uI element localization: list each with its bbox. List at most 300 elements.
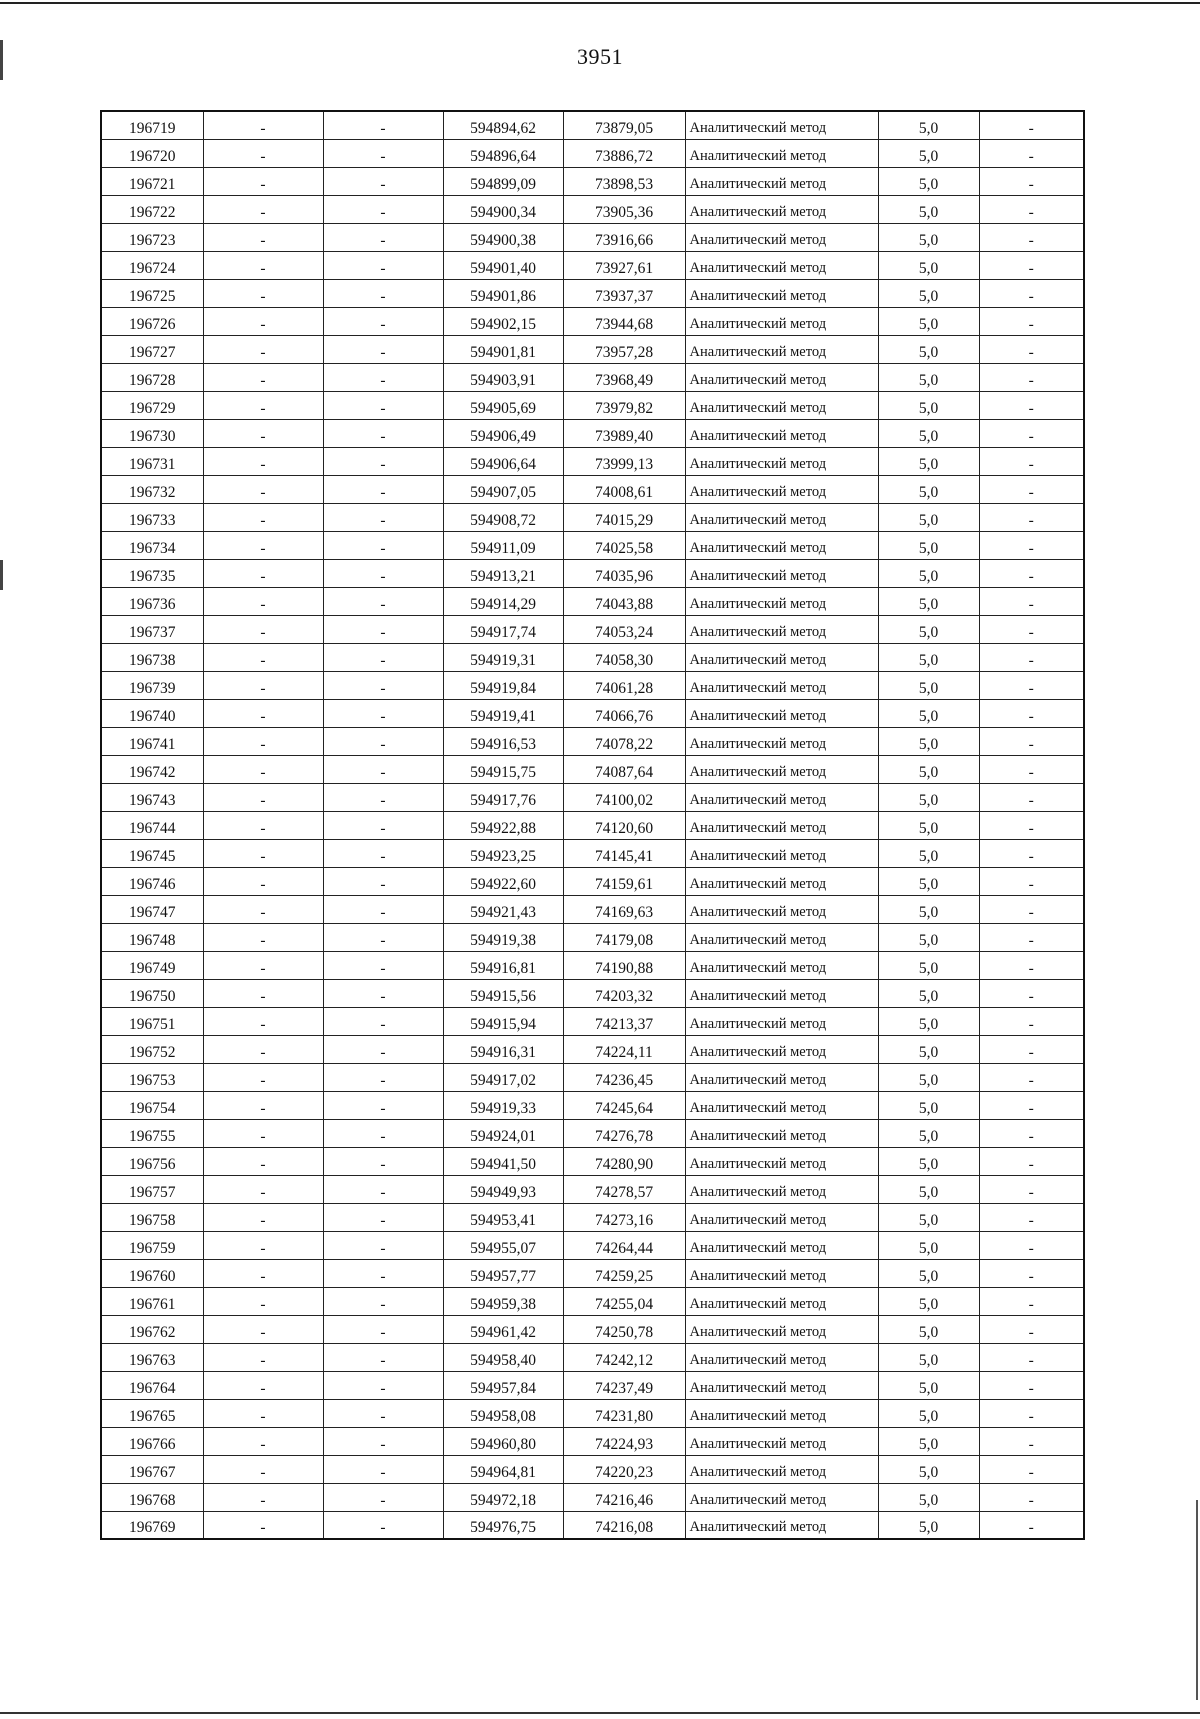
method-cell: Аналитический метод — [685, 671, 878, 699]
accuracy-cell: 5,0 — [878, 279, 979, 307]
table-row — [101, 1007, 1084, 1035]
x-coordinate-cell: 594906,64 — [443, 447, 563, 475]
dash-cell: - — [203, 1119, 323, 1147]
dash-cell: - — [323, 923, 443, 951]
method-cell: Аналитический метод — [685, 1175, 878, 1203]
y-coordinate-cell: 74025,58 — [563, 531, 685, 559]
x-coordinate-cell: 594958,40 — [443, 1343, 563, 1371]
point-number-cell: 196724 — [101, 251, 203, 279]
table-row — [101, 335, 1084, 363]
y-coordinate-cell: 73968,49 — [563, 363, 685, 391]
dash-cell: - — [323, 1203, 443, 1231]
dash-cell: - — [979, 615, 1084, 643]
point-number-cell: 196752 — [101, 1035, 203, 1063]
point-number-cell: 196721 — [101, 167, 203, 195]
dash-cell: - — [979, 783, 1084, 811]
dash-cell: - — [203, 475, 323, 503]
point-number-cell: 196727 — [101, 335, 203, 363]
method-cell: Аналитический метод — [685, 811, 878, 839]
point-number-cell: 196748 — [101, 923, 203, 951]
x-coordinate-cell: 594916,81 — [443, 951, 563, 979]
y-coordinate-cell: 74145,41 — [563, 839, 685, 867]
dash-cell: - — [979, 223, 1084, 251]
scan-edge-mark — [1196, 1500, 1198, 1700]
dash-cell: - — [323, 643, 443, 671]
dash-cell: - — [323, 783, 443, 811]
accuracy-cell: 5,0 — [878, 1483, 979, 1511]
y-coordinate-cell: 74035,96 — [563, 559, 685, 587]
accuracy-cell: 5,0 — [878, 1119, 979, 1147]
table-row — [101, 1399, 1084, 1427]
method-cell: Аналитический метод — [685, 1259, 878, 1287]
table-row — [101, 1203, 1084, 1231]
x-coordinate-cell: 594922,60 — [443, 867, 563, 895]
dash-cell: - — [203, 1287, 323, 1315]
accuracy-cell: 5,0 — [878, 139, 979, 167]
dash-cell: - — [979, 1231, 1084, 1259]
dash-cell: - — [203, 363, 323, 391]
method-cell: Аналитический метод — [685, 867, 878, 895]
y-coordinate-cell: 74015,29 — [563, 503, 685, 531]
point-number-cell: 196760 — [101, 1259, 203, 1287]
dash-cell: - — [323, 1007, 443, 1035]
dash-cell: - — [323, 867, 443, 895]
method-cell: Аналитический метод — [685, 895, 878, 923]
dash-cell: - — [979, 139, 1084, 167]
table-row — [101, 363, 1084, 391]
dash-cell: - — [323, 811, 443, 839]
x-coordinate-cell: 594900,34 — [443, 195, 563, 223]
method-cell: Аналитический метод — [685, 1315, 878, 1343]
dash-cell: - — [323, 1399, 443, 1427]
x-coordinate-cell: 594957,84 — [443, 1371, 563, 1399]
point-number-cell: 196742 — [101, 755, 203, 783]
dash-cell: - — [203, 1455, 323, 1483]
dash-cell: - — [979, 727, 1084, 755]
dash-cell: - — [323, 251, 443, 279]
y-coordinate-cell: 74008,61 — [563, 475, 685, 503]
accuracy-cell: 5,0 — [878, 391, 979, 419]
method-cell: Аналитический метод — [685, 363, 878, 391]
method-cell: Аналитический метод — [685, 1483, 878, 1511]
dash-cell: - — [203, 223, 323, 251]
dash-cell: - — [979, 475, 1084, 503]
table-row — [101, 1315, 1084, 1343]
x-coordinate-cell: 594919,33 — [443, 1091, 563, 1119]
dash-cell: - — [323, 1259, 443, 1287]
dash-cell: - — [203, 923, 323, 951]
point-number-cell: 196765 — [101, 1399, 203, 1427]
method-cell: Аналитический метод — [685, 1343, 878, 1371]
dash-cell: - — [323, 335, 443, 363]
dash-cell: - — [323, 1287, 443, 1315]
x-coordinate-cell: 594916,31 — [443, 1035, 563, 1063]
accuracy-cell: 5,0 — [878, 419, 979, 447]
y-coordinate-cell: 74087,64 — [563, 755, 685, 783]
dash-cell: - — [323, 979, 443, 1007]
point-number-cell: 196744 — [101, 811, 203, 839]
method-cell: Аналитический метод — [685, 111, 878, 139]
dash-cell: - — [979, 447, 1084, 475]
x-coordinate-cell: 594900,38 — [443, 223, 563, 251]
x-coordinate-cell: 594923,25 — [443, 839, 563, 867]
dash-cell: - — [979, 1315, 1084, 1343]
dash-cell: - — [203, 755, 323, 783]
point-number-cell: 196720 — [101, 139, 203, 167]
scan-bottom-border — [0, 1712, 1200, 1714]
dash-cell: - — [323, 755, 443, 783]
x-coordinate-cell: 594922,88 — [443, 811, 563, 839]
accuracy-cell: 5,0 — [878, 307, 979, 335]
table-row — [101, 503, 1084, 531]
point-number-cell: 196729 — [101, 391, 203, 419]
method-cell: Аналитический метод — [685, 615, 878, 643]
dash-cell: - — [323, 1371, 443, 1399]
table-row — [101, 139, 1084, 167]
y-coordinate-cell: 73989,40 — [563, 419, 685, 447]
y-coordinate-cell: 74273,16 — [563, 1203, 685, 1231]
table-row — [101, 531, 1084, 559]
dash-cell: - — [323, 559, 443, 587]
x-coordinate-cell: 594915,75 — [443, 755, 563, 783]
x-coordinate-cell: 594899,09 — [443, 167, 563, 195]
method-cell: Аналитический метод — [685, 419, 878, 447]
y-coordinate-cell: 74216,46 — [563, 1483, 685, 1511]
y-coordinate-cell: 74066,76 — [563, 699, 685, 727]
method-cell: Аналитический метод — [685, 1399, 878, 1427]
y-coordinate-cell: 74242,12 — [563, 1343, 685, 1371]
dash-cell: - — [203, 1147, 323, 1175]
dash-cell: - — [203, 727, 323, 755]
dash-cell: - — [203, 391, 323, 419]
accuracy-cell: 5,0 — [878, 559, 979, 587]
method-cell: Аналитический метод — [685, 139, 878, 167]
x-coordinate-cell: 594917,76 — [443, 783, 563, 811]
x-coordinate-cell: 594941,50 — [443, 1147, 563, 1175]
accuracy-cell: 5,0 — [878, 1399, 979, 1427]
accuracy-cell: 5,0 — [878, 1147, 979, 1175]
method-cell: Аналитический метод — [685, 167, 878, 195]
dash-cell: - — [323, 195, 443, 223]
point-number-cell: 196735 — [101, 559, 203, 587]
y-coordinate-cell: 74053,24 — [563, 615, 685, 643]
method-cell: Аналитический метод — [685, 195, 878, 223]
y-coordinate-cell: 74203,32 — [563, 979, 685, 1007]
point-number-cell: 196725 — [101, 279, 203, 307]
x-coordinate-cell: 594908,72 — [443, 503, 563, 531]
dash-cell: - — [979, 1007, 1084, 1035]
table-row — [101, 671, 1084, 699]
x-coordinate-cell: 594921,43 — [443, 895, 563, 923]
point-number-cell: 196766 — [101, 1427, 203, 1455]
dash-cell: - — [323, 1427, 443, 1455]
accuracy-cell: 5,0 — [878, 531, 979, 559]
y-coordinate-cell: 74169,63 — [563, 895, 685, 923]
table-row — [101, 1343, 1084, 1371]
x-coordinate-cell: 594976,75 — [443, 1511, 563, 1539]
dash-cell: - — [979, 1343, 1084, 1371]
point-number-cell: 196738 — [101, 643, 203, 671]
y-coordinate-cell: 73937,37 — [563, 279, 685, 307]
accuracy-cell: 5,0 — [878, 1455, 979, 1483]
y-coordinate-cell: 73898,53 — [563, 167, 685, 195]
method-cell: Аналитический метод — [685, 1511, 878, 1539]
y-coordinate-cell: 74224,93 — [563, 1427, 685, 1455]
dash-cell: - — [203, 1063, 323, 1091]
dash-cell: - — [979, 671, 1084, 699]
dash-cell: - — [979, 167, 1084, 195]
method-cell: Аналитический метод — [685, 335, 878, 363]
y-coordinate-cell: 74159,61 — [563, 867, 685, 895]
point-number-cell: 196736 — [101, 587, 203, 615]
method-cell: Аналитический метод — [685, 391, 878, 419]
point-number-cell: 196753 — [101, 1063, 203, 1091]
x-coordinate-cell: 594919,84 — [443, 671, 563, 699]
accuracy-cell: 5,0 — [878, 503, 979, 531]
y-coordinate-cell: 74216,08 — [563, 1511, 685, 1539]
dash-cell: - — [979, 1035, 1084, 1063]
method-cell: Аналитический метод — [685, 1091, 878, 1119]
y-coordinate-cell: 74231,80 — [563, 1399, 685, 1427]
dash-cell: - — [203, 335, 323, 363]
accuracy-cell: 5,0 — [878, 951, 979, 979]
dash-cell: - — [979, 1203, 1084, 1231]
dash-cell: - — [203, 279, 323, 307]
accuracy-cell: 5,0 — [878, 335, 979, 363]
accuracy-cell: 5,0 — [878, 251, 979, 279]
x-coordinate-cell: 594955,07 — [443, 1231, 563, 1259]
table-row — [101, 699, 1084, 727]
dash-cell: - — [203, 447, 323, 475]
point-number-cell: 196730 — [101, 419, 203, 447]
table-row — [101, 867, 1084, 895]
dash-cell: - — [203, 615, 323, 643]
dash-cell: - — [203, 307, 323, 335]
x-coordinate-cell: 594901,86 — [443, 279, 563, 307]
accuracy-cell: 5,0 — [878, 923, 979, 951]
x-coordinate-cell: 594905,69 — [443, 391, 563, 419]
dash-cell: - — [203, 195, 323, 223]
dash-cell: - — [979, 1259, 1084, 1287]
table-row — [101, 1063, 1084, 1091]
point-number-cell: 196751 — [101, 1007, 203, 1035]
dash-cell: - — [979, 363, 1084, 391]
dash-cell: - — [203, 251, 323, 279]
accuracy-cell: 5,0 — [878, 1259, 979, 1287]
x-coordinate-cell: 594919,31 — [443, 643, 563, 671]
accuracy-cell: 5,0 — [878, 1343, 979, 1371]
y-coordinate-cell: 74078,22 — [563, 727, 685, 755]
dash-cell: - — [323, 223, 443, 251]
dash-cell: - — [203, 699, 323, 727]
x-coordinate-cell: 594960,80 — [443, 1427, 563, 1455]
dash-cell: - — [979, 531, 1084, 559]
accuracy-cell: 5,0 — [878, 195, 979, 223]
point-number-cell: 196745 — [101, 839, 203, 867]
dash-cell: - — [979, 811, 1084, 839]
dash-cell: - — [979, 1371, 1084, 1399]
y-coordinate-cell: 74264,44 — [563, 1231, 685, 1259]
dash-cell: - — [323, 279, 443, 307]
point-number-cell: 196723 — [101, 223, 203, 251]
dash-cell: - — [203, 1035, 323, 1063]
dash-cell: - — [979, 335, 1084, 363]
table-row — [101, 1175, 1084, 1203]
dash-cell: - — [979, 1399, 1084, 1427]
dash-cell: - — [203, 979, 323, 1007]
method-cell: Аналитический метод — [685, 1119, 878, 1147]
table-row — [101, 391, 1084, 419]
point-number-cell: 196767 — [101, 1455, 203, 1483]
table-row — [101, 587, 1084, 615]
dash-cell: - — [203, 1343, 323, 1371]
method-cell: Аналитический метод — [685, 643, 878, 671]
x-coordinate-cell: 594949,93 — [443, 1175, 563, 1203]
dash-cell: - — [203, 1007, 323, 1035]
x-coordinate-cell: 594915,56 — [443, 979, 563, 1007]
x-coordinate-cell: 594911,09 — [443, 531, 563, 559]
table-row — [101, 195, 1084, 223]
point-number-cell: 196746 — [101, 867, 203, 895]
table-body — [101, 111, 1084, 1539]
dash-cell: - — [979, 1175, 1084, 1203]
point-number-cell: 196759 — [101, 1231, 203, 1259]
x-coordinate-cell: 594924,01 — [443, 1119, 563, 1147]
x-coordinate-cell: 594959,38 — [443, 1287, 563, 1315]
dash-cell: - — [979, 1063, 1084, 1091]
accuracy-cell: 5,0 — [878, 727, 979, 755]
accuracy-cell: 5,0 — [878, 475, 979, 503]
dash-cell: - — [979, 643, 1084, 671]
page-number: 3951 — [577, 44, 623, 69]
dash-cell: - — [979, 195, 1084, 223]
table-row — [101, 979, 1084, 1007]
dash-cell: - — [323, 167, 443, 195]
accuracy-cell: 5,0 — [878, 755, 979, 783]
y-coordinate-cell: 74179,08 — [563, 923, 685, 951]
y-coordinate-cell: 74220,23 — [563, 1455, 685, 1483]
accuracy-cell: 5,0 — [878, 111, 979, 139]
y-coordinate-cell: 74224,11 — [563, 1035, 685, 1063]
dash-cell: - — [979, 419, 1084, 447]
method-cell: Аналитический метод — [685, 475, 878, 503]
table-row — [101, 839, 1084, 867]
dash-cell: - — [203, 1175, 323, 1203]
x-coordinate-cell: 594896,64 — [443, 139, 563, 167]
accuracy-cell: 5,0 — [878, 979, 979, 1007]
dash-cell: - — [323, 839, 443, 867]
dash-cell: - — [323, 699, 443, 727]
point-number-cell: 196758 — [101, 1203, 203, 1231]
table-row — [101, 643, 1084, 671]
point-number-cell: 196719 — [101, 111, 203, 139]
point-number-cell: 196761 — [101, 1287, 203, 1315]
dash-cell: - — [203, 1091, 323, 1119]
point-number-cell: 196726 — [101, 307, 203, 335]
accuracy-cell: 5,0 — [878, 1063, 979, 1091]
dash-cell: - — [979, 1119, 1084, 1147]
accuracy-cell: 5,0 — [878, 839, 979, 867]
method-cell: Аналитический метод — [685, 699, 878, 727]
table-row — [101, 1091, 1084, 1119]
table-row — [101, 1119, 1084, 1147]
accuracy-cell: 5,0 — [878, 1091, 979, 1119]
method-cell: Аналитический метод — [685, 727, 878, 755]
method-cell: Аналитический метод — [685, 587, 878, 615]
method-cell: Аналитический метод — [685, 223, 878, 251]
dash-cell: - — [323, 1483, 443, 1511]
y-coordinate-cell: 74236,45 — [563, 1063, 685, 1091]
point-number-cell: 196739 — [101, 671, 203, 699]
dash-cell: - — [979, 979, 1084, 1007]
dash-cell: - — [323, 1231, 443, 1259]
accuracy-cell: 5,0 — [878, 1511, 979, 1539]
x-coordinate-cell: 594972,18 — [443, 1483, 563, 1511]
y-coordinate-cell: 74061,28 — [563, 671, 685, 699]
point-number-cell: 196740 — [101, 699, 203, 727]
dash-cell: - — [979, 587, 1084, 615]
point-number-cell: 196743 — [101, 783, 203, 811]
table-row — [101, 923, 1084, 951]
y-coordinate-cell: 73944,68 — [563, 307, 685, 335]
table-row — [101, 1455, 1084, 1483]
y-coordinate-cell: 74278,57 — [563, 1175, 685, 1203]
dash-cell: - — [979, 307, 1084, 335]
dash-cell: - — [979, 251, 1084, 279]
dash-cell: - — [323, 671, 443, 699]
dash-cell: - — [979, 867, 1084, 895]
dash-cell: - — [203, 1427, 323, 1455]
point-number-cell: 196755 — [101, 1119, 203, 1147]
accuracy-cell: 5,0 — [878, 895, 979, 923]
x-coordinate-cell: 594902,15 — [443, 307, 563, 335]
dash-cell: - — [979, 111, 1084, 139]
y-coordinate-cell: 73916,66 — [563, 223, 685, 251]
dash-cell: - — [323, 447, 443, 475]
method-cell: Аналитический метод — [685, 1203, 878, 1231]
method-cell: Аналитический метод — [685, 307, 878, 335]
method-cell: Аналитический метод — [685, 559, 878, 587]
dash-cell: - — [203, 671, 323, 699]
table-row — [101, 951, 1084, 979]
accuracy-cell: 5,0 — [878, 1035, 979, 1063]
method-cell: Аналитический метод — [685, 1007, 878, 1035]
dash-cell: - — [203, 951, 323, 979]
method-cell: Аналитический метод — [685, 951, 878, 979]
dash-cell: - — [323, 951, 443, 979]
dash-cell: - — [203, 643, 323, 671]
point-number-cell: 196754 — [101, 1091, 203, 1119]
x-coordinate-cell: 594914,29 — [443, 587, 563, 615]
accuracy-cell: 5,0 — [878, 1315, 979, 1343]
x-coordinate-cell: 594919,41 — [443, 699, 563, 727]
x-coordinate-cell: 594901,40 — [443, 251, 563, 279]
dash-cell: - — [203, 139, 323, 167]
dash-cell: - — [323, 1035, 443, 1063]
accuracy-cell: 5,0 — [878, 867, 979, 895]
point-number-cell: 196734 — [101, 531, 203, 559]
accuracy-cell: 5,0 — [878, 1231, 979, 1259]
dash-cell: - — [323, 727, 443, 755]
table-row — [101, 1035, 1084, 1063]
dash-cell: - — [323, 391, 443, 419]
y-coordinate-cell: 73879,05 — [563, 111, 685, 139]
dash-cell: - — [203, 1203, 323, 1231]
dash-cell: - — [203, 167, 323, 195]
y-coordinate-cell: 74255,04 — [563, 1287, 685, 1315]
table-row — [101, 419, 1084, 447]
point-number-cell: 196750 — [101, 979, 203, 1007]
